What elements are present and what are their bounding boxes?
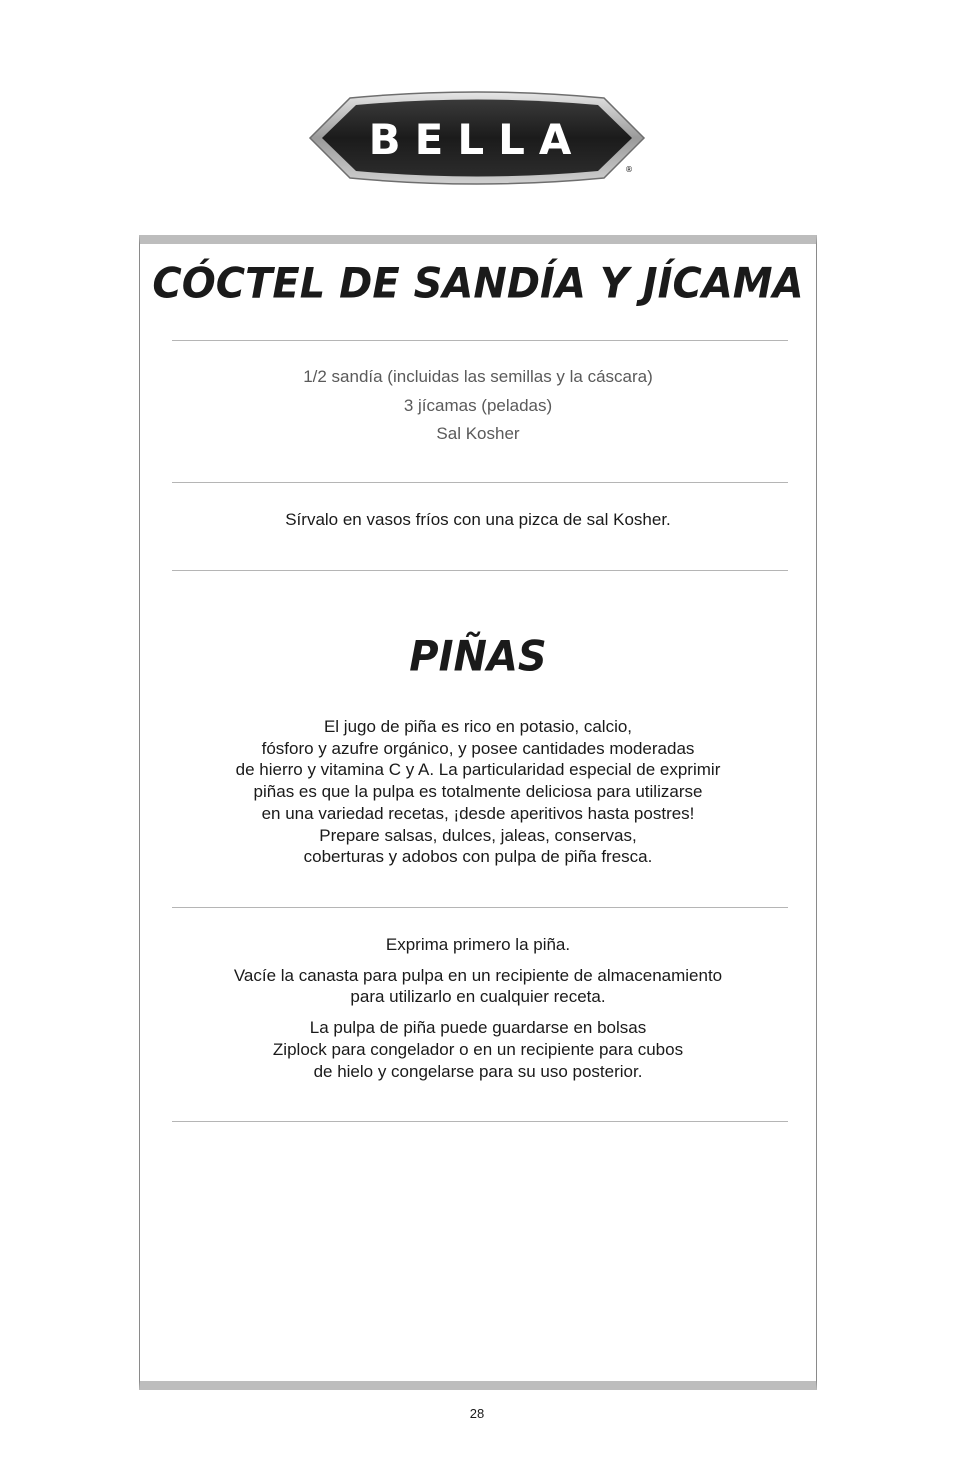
ingredient-item: Sal Kosher bbox=[436, 424, 520, 443]
pineapple-steps bbox=[140, 934, 816, 1091]
recipe-title-pineapples: PIÑAS bbox=[409, 632, 547, 682]
step-line: Exprima primero la piña. bbox=[385, 935, 571, 954]
step-line: Ziplock para congelador o en un recipiente para cubos bbox=[272, 1039, 684, 1059]
description-line: coberturas y adobos con pulpa de piña fresca. bbox=[303, 847, 653, 867]
step-line: La pulpa de piña puede guardarse en bolsas bbox=[309, 1018, 647, 1038]
step-item bbox=[140, 1017, 816, 1082]
step-line: para utilizarlo en cualquier receta. bbox=[350, 987, 606, 1007]
step-line: Vacíe la canasta para pulpa en un recipiente de almacenamiento bbox=[233, 965, 723, 985]
description-line: Prepare salsas, dulces, jaleas, conservas, bbox=[319, 825, 637, 845]
logo-text: BELLA bbox=[368, 115, 586, 164]
ingredient-item: 3 jícamas (peladas) bbox=[403, 395, 553, 415]
pineapple-description bbox=[140, 716, 816, 868]
page-number: 28 bbox=[469, 1406, 485, 1421]
divider bbox=[172, 340, 788, 341]
description-line: en una variedad recetas, ¡desde aperitivos hasta postres! bbox=[261, 803, 695, 823]
description-line: El jugo de piña es rico en potasio, calcio, bbox=[323, 717, 633, 736]
recipe-card bbox=[139, 235, 817, 1390]
description-line: piñas es que la pulpa es totalmente deliciosa para utilizarse bbox=[253, 782, 703, 802]
step-line: de hielo y congelarse para su uso posterior. bbox=[313, 1061, 643, 1081]
registered-mark: ® bbox=[625, 165, 633, 174]
bella-logo bbox=[306, 88, 648, 188]
recipe-title-watermelon-jicama: CÓCTEL DE SANDÍA Y JÍCAMA bbox=[152, 259, 804, 309]
divider bbox=[172, 570, 788, 571]
description-line: de hierro y vitamina C y A. La particularidad especial de exprimir bbox=[235, 760, 721, 780]
step-item bbox=[140, 965, 816, 1008]
divider bbox=[172, 1121, 788, 1122]
divider bbox=[172, 482, 788, 483]
ingredient-item: 1/2 sandía (incluidas las semillas y la cáscara) bbox=[303, 367, 653, 386]
step-item bbox=[140, 934, 816, 956]
divider bbox=[172, 907, 788, 908]
description-line: fósforo y azufre orgánico, y posee cantidades moderadas bbox=[261, 738, 695, 758]
ingredients-list bbox=[140, 363, 816, 449]
serving-instruction: Sírvalo en vasos fríos con una pizca de sal Kosher. bbox=[285, 510, 671, 529]
